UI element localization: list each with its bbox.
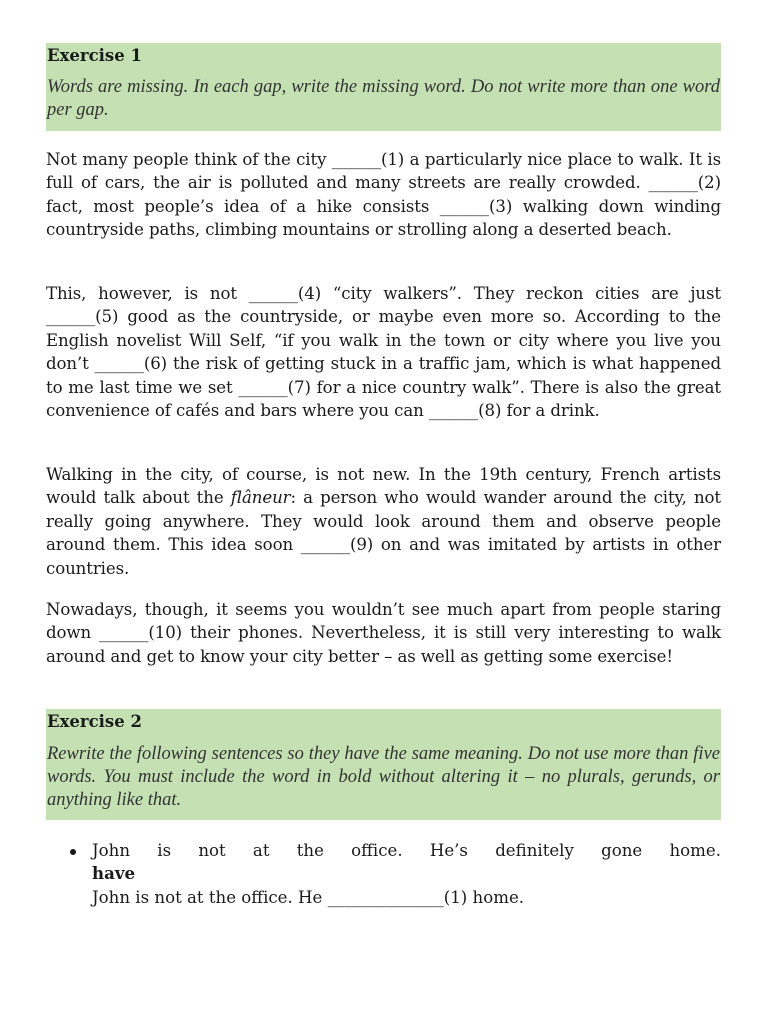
- passage-paragraph-2: This, however, is not ______(4) “city walkers”. They reckon cities are just ______(5) good as the countryside, or maybe even more so. According to the English novelist Will Self, “if you walk in the town or city where you live you don’t ______(6) the risk of getting stuck in a traffic jam, which is what happened to me last time we set ______(7) for a nice country walk”. There is also the great convenience of cafés and bars where you can ______(8) for a drink.: [46, 284, 721, 421]
- exercise1-title: Exercise 1: [47, 46, 142, 65]
- passage-paragraph-4: Nowadays, though, it seems you wouldn’t see much apart from people staring down ______(10) their phones. Nevertheless, it is still very interesting to walk around and get to know your city better – as well as getting some exercise!: [46, 600, 721, 666]
- keyword: have: [92, 863, 136, 884]
- exercise2-instruction: Rewrite the following sentences so they have the same meaning. Do not use more than five words. You must include the word in bold without altering it – no plurals, gerunds, or anything like that.: [47, 744, 720, 810]
- exercise2-header: [46, 709, 721, 820]
- bullet-icon: [70, 849, 76, 855]
- exercise2-items: [46, 839, 721, 909]
- paragraph-3-text-after: : a person who would wander around the city, not really going anywhere. They would look around them and observe people around them. This idea soon ______(9) on and was imitated by artists in other countries.: [46, 488, 721, 578]
- exercise2-title: Exercise 2: [47, 712, 142, 731]
- list-item: [46, 839, 721, 909]
- flaneur-term: flâneur: [230, 488, 291, 508]
- exercise1-header: [46, 43, 721, 131]
- paragraph-3-text-before: Walking in the city, of course, is not new. In the 19th century, French artists would talk about the: [46, 465, 721, 508]
- passage-paragraph-1: Not many people think of the city ______(1) a particularly nice place to walk. It is full of cars, the air is polluted and many streets are really crowded. ______(2) fact, most people’s idea of a hike consists ______(3) walking down winding countryside paths, climbing mountains or strolling along a deserted beach.: [46, 150, 721, 240]
- passage-paragraph-3: [46, 463, 721, 580]
- original-sentence: John is not at the office. He’s definitely gone home.: [92, 841, 721, 860]
- exercise1-instruction: Words are missing. In each gap, write the missing word. Do not write more than one word per gap.: [47, 77, 720, 120]
- rewrite-sentence: John is not at the office. He ______________(1) home.: [92, 887, 525, 907]
